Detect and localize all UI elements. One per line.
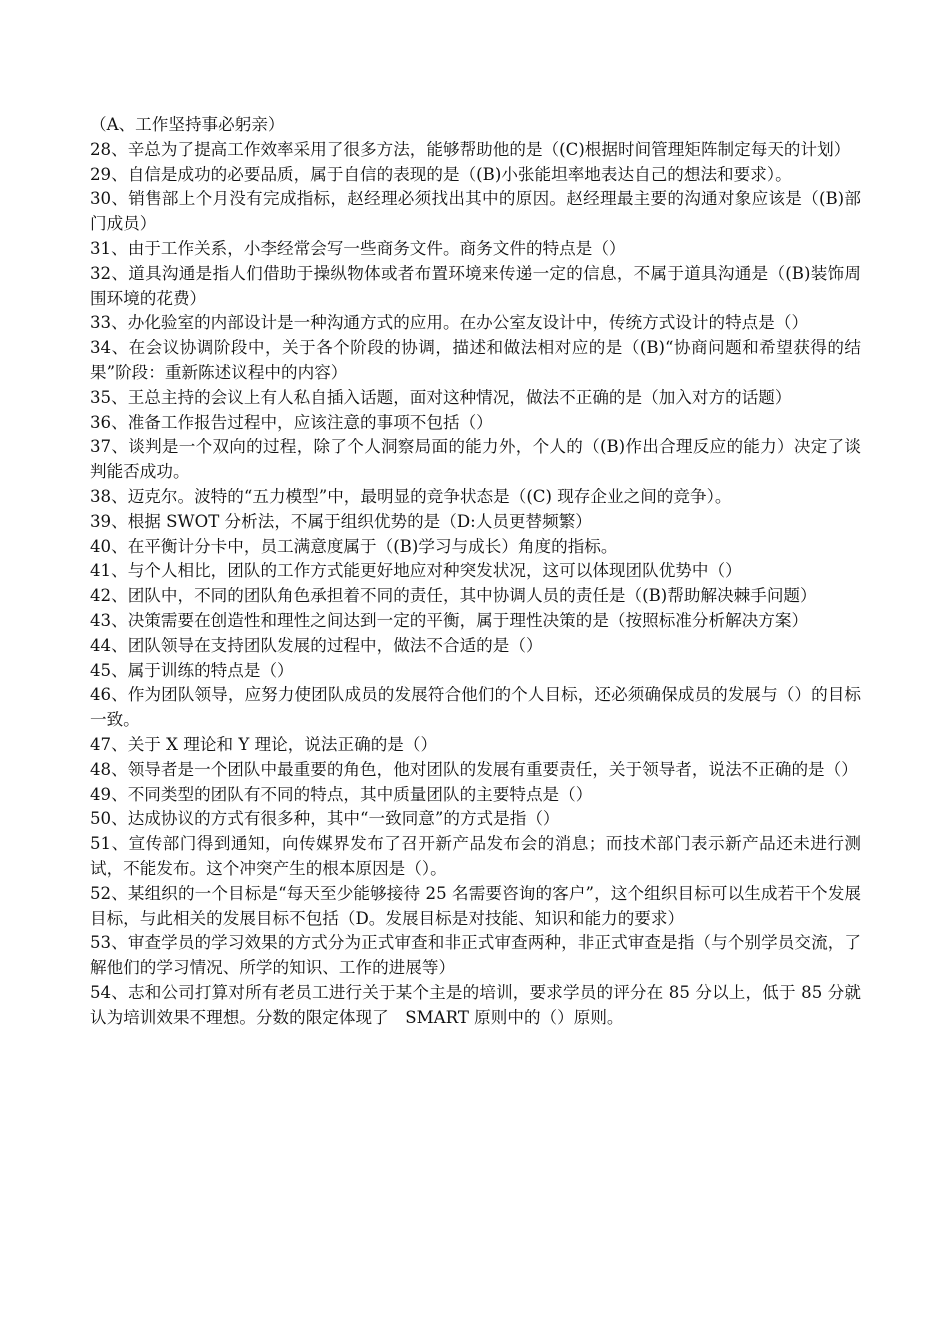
question-29: 29、自信是成功的必要品质，属于自信的表现的是（(B)小张能坦率地表达自己的想法和要求）。 [90, 164, 792, 184]
question-41: 41、与个人相比，团队的工作方式能更好地应对种突发状况，这可以体现团队优势中（） [90, 561, 742, 581]
question-39: 39、根据 SWOT 分析法，不属于组织优势的是（D:人员更替频繁） [90, 511, 592, 531]
question-47: 47、关于 X 理论和 Y 理论，说法正确的是（） [90, 734, 438, 754]
question-34: 34、在会议协调阶段中，关于各个阶段的协调，描述和做法相对应的是（(B)“协商问题和希望获得的结果”阶段：重新陈述议程中的内容） [90, 338, 861, 382]
question-54: 54、志和公司打算对所有老员工进行关于某个主是的培训，要求学员的评分在 85 分以上，低于 85 分就认为培训效果不理想。分数的限定体现了 SMART 原则中的（）原则。 [90, 982, 861, 1027]
question-49: 49、不同类型的团队有不同的特点，其中质量团队的主要特点是（） [90, 784, 593, 804]
question-44: 44、团队领导在支持团队发展的过程中，做法不合适的是（） [90, 635, 543, 655]
question-38: 38、迈克尔。波特的“五力模型”中，最明显的竞争状态是（(C) 现存企业之间的竞争）。 [90, 486, 732, 506]
question-31: 31、由于工作关系，小李经常会写一些商务文件。商务文件的特点是（） [90, 238, 626, 258]
question-30: 30、销售部上个月没有完成指标，赵经理必须找出其中的原因。赵经理最主要的沟通对象应该是（(B)部门成员） [90, 189, 861, 234]
question-43: 43、决策需要在创造性和理性之间达到一定的平衡，属于理性决策的是（按照标准分析解决方案） [90, 610, 809, 630]
question-36: 36、准备工作报告过程中，应该注意的事项不包括（） [90, 412, 493, 432]
answer-line-27: （A、工作坚持事必躬亲） [90, 115, 285, 134]
question-33: 33、办化验室的内部设计是一种沟通方式的应用。在办公室友设计中，传统方式设计的特点是（） [90, 313, 809, 333]
question-42: 42、团队中，不同的团队角色承担着不同的责任，其中协调人员的责任是（(B)帮助解决棘手问题） [90, 586, 817, 606]
question-52: 52、某组织的一个目标是“每天至少能够接待 25 名需要咨询的客户”，这个组织目标可以生成若干个发展目标，与此相关的发展目标不包括（D。发展目标是对技能、知识和能力的要求） [90, 883, 861, 928]
question-51: 51、宣传部门得到通知，向传媒界发布了召开新产品发布会的消息；而技术部门表示新产品还未进行测试，不能发布。这个冲突产生的根本原因是（）。 [90, 834, 861, 878]
question-53: 53、审查学员的学习效果的方式分为正式审查和非正式审查两种，非正式审查是指（与个别学员交流，了解他们的学习情况、所学的知识、工作的进展等） [90, 933, 861, 978]
question-32: 32、道具沟通是指人们借助于操纵物体或者布置环境来传递一定的信息，不属于道具沟通是（(B)装饰周围环境的花费） [90, 263, 861, 308]
question-40: 40、在平衡计分卡中，员工满意度属于（(B)学习与成长）角度的指标。 [90, 536, 618, 556]
question-46: 46、作为团队领导，应努力使团队成员的发展符合他们的个人目标，还必须确保成员的发展与（）的目标一致。 [90, 685, 861, 730]
question-35: 35、王总主持的会议上有人私自插入话题，面对这种情况，做法不正确的是（加入对方的话题） [90, 387, 792, 407]
question-50: 50、达成协议的方式有很多种，其中“一致同意”的方式是指（） [90, 809, 560, 829]
question-37: 37、谈判是一个双向的过程，除了个人洞察局面的能力外，个人的（(B)作出合理反应的能力）决定了谈判能否成功。 [90, 437, 861, 482]
question-45: 45、属于训练的特点是（） [90, 660, 294, 680]
question-28: 28、辛总为了提高工作效率采用了很多方法，能够帮助他的是（(C)根据时间管理矩阵制定每天的计划） [90, 139, 851, 159]
document-page [90, 113, 861, 1030]
question-48: 48、领导者是一个团队中最重要的角色，他对团队的发展有重要责任，关于领导者，说法不正确的是（） [90, 759, 858, 779]
